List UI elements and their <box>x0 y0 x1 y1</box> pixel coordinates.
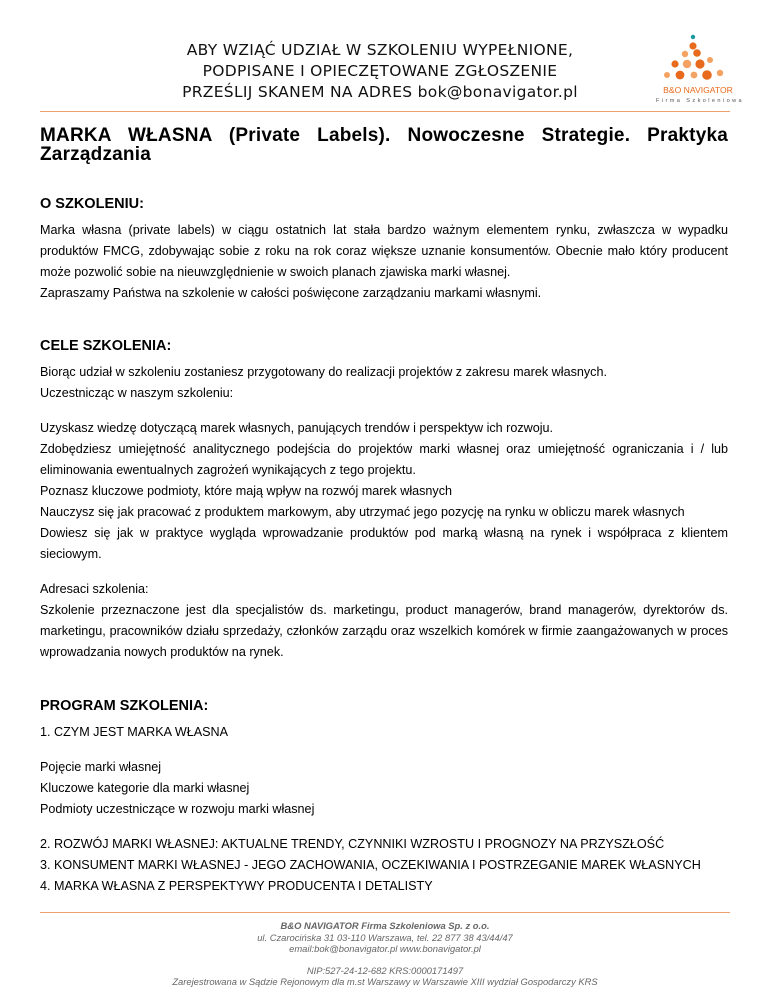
footer-nip: NIP:527-24-12-682 KRS:0000171497 <box>306 964 464 976</box>
about-paragraph: Marka własna (private labels) w ciągu ostatnich lat stała bardzo ważnym elementem rynku, zwłaszcza w wypadku produktów FMCG, zdobywając sobie z roku na rok coraz większe uznanie konsumentów. Obecnie mało który producent może pozwolić sobie na nieuwzględnienie w swoich planach zjawiska marki własnej. <box>40 223 728 279</box>
footer-contact: email:bok@bonavigator.pl www.bonavigator.pl <box>289 943 481 954</box>
footer-registry: Zarejestrowana w Sądzie Rejonowym dla m.st Warszawy w Warszawie XIII wydział Gospodarczy KRS <box>172 976 598 987</box>
dots-logo-icon <box>652 30 738 90</box>
notice-line: ABY WZIĄĆ UDZIAŁ W SZKOLENIU WYPEŁNIONE, <box>186 41 574 59</box>
program-module: 1. CZYM JEST MARKA WŁASNA <box>40 725 229 739</box>
footer-divider <box>40 912 730 913</box>
header-divider <box>40 111 730 112</box>
audience-text: Szkolenie przeznaczone jest dla specjalistów ds. marketingu, product managerów, brand managerów, dyrektorów ds. marketingu, pracowników działu sprzedaży, członków zarządu oraz wszelkich komórek w firmie zaangażowanych w proces wprowadzania nowych produktów na rynek. <box>40 603 728 659</box>
goals-intro: Biorąc udział w szkoleniu zostaniesz przygotowany do realizacji projektów z zakresu marek własnych. <box>40 365 607 379</box>
about-invite: Zapraszamy Państwa na szkolenie w całości poświęcone zarządzaniu markami własnymi. <box>40 286 542 300</box>
document-body <box>40 126 728 897</box>
audience-label: Adresaci szkolenia: <box>40 582 149 596</box>
program-heading: PROGRAM SZKOLENIA: <box>40 698 209 714</box>
program-module: 3. KONSUMENT MARKI WŁASNEJ - JEGO ZACHOWANIA, OCZEKIWANIA I POSTRZEGANIE MAREK WŁASNYCH <box>40 858 701 872</box>
document-title: MARKA WŁASNA (Private Labels). Nowoczesne Strategie. Praktyka Zarządzania <box>40 125 728 165</box>
goals-heading: CELE SZKOLENIA: <box>40 338 172 354</box>
program-topic: Pojęcie marki własnej <box>40 760 162 774</box>
goal-item: Uzyskasz wiedzę dotyczącą marek własnych, panujących trendów i perspektyw ich rozwoju. <box>40 421 554 435</box>
company-logo <box>652 30 745 108</box>
goal-item: Zdobędziesz umiejętność analitycznego podejścia do projektów marki własnej oraz umiejętność ograniczania i / lub eliminowania ewentualnych zagrożeń wynikających z tego projektu. <box>40 442 728 477</box>
program-topic: Kluczowe kategorie dla marki własnej <box>40 781 250 795</box>
goal-item: Nauczysz się jak pracować z produktem markowym, aby utrzymać jego pozycję na rynku w obliczu marek własnych <box>40 505 685 519</box>
program-module: 4. MARKA WŁASNA Z PERSPEKTYWY PRODUCENTA I DETALISTY <box>40 879 433 893</box>
goal-item: Dowiesz się jak w praktyce wygląda wprowadzanie produktów pod marką własną na rynek i współpraca z klientem sieciowym. <box>40 526 728 561</box>
program-module: 2. ROZWÓJ MARKI WŁASNEJ: AKTUALNE TRENDY, CZYNNIKI WZROSTU I PROGNOZY NA PRZYSZŁOŚĆ <box>40 837 665 851</box>
application-notice <box>150 40 610 103</box>
program-topic: Podmioty uczestniczące w rozwoju marki własnej <box>40 802 315 816</box>
logo-subtitle: Firma Szkoleniowa <box>656 98 745 104</box>
notice-line: PRZEŚLIJ SKANEM NA ADRES bok@bonavigator.pl <box>182 83 578 101</box>
logo-brand-text: B&O NAVIGATOR <box>663 85 733 95</box>
notice-line: PODPISANE I OPIECZĘTOWANE ZGŁOSZENIE <box>202 62 558 80</box>
footer <box>100 920 670 988</box>
footer-company: B&O NAVIGATOR Firma Szkoleniowa Sp. z o.o. <box>280 920 490 931</box>
goal-item: Poznasz kluczowe podmioty, które mają wpływ na rozwój marek własnych <box>40 484 453 498</box>
goals-lead: Uczestnicząc w naszym szkoleniu: <box>40 386 234 400</box>
about-heading: O SZKOLENIU: <box>40 196 144 212</box>
footer-address: ul. Czarocińska 31 03-110 Warszawa, tel. 22 877 38 43/44/47 <box>257 931 513 943</box>
